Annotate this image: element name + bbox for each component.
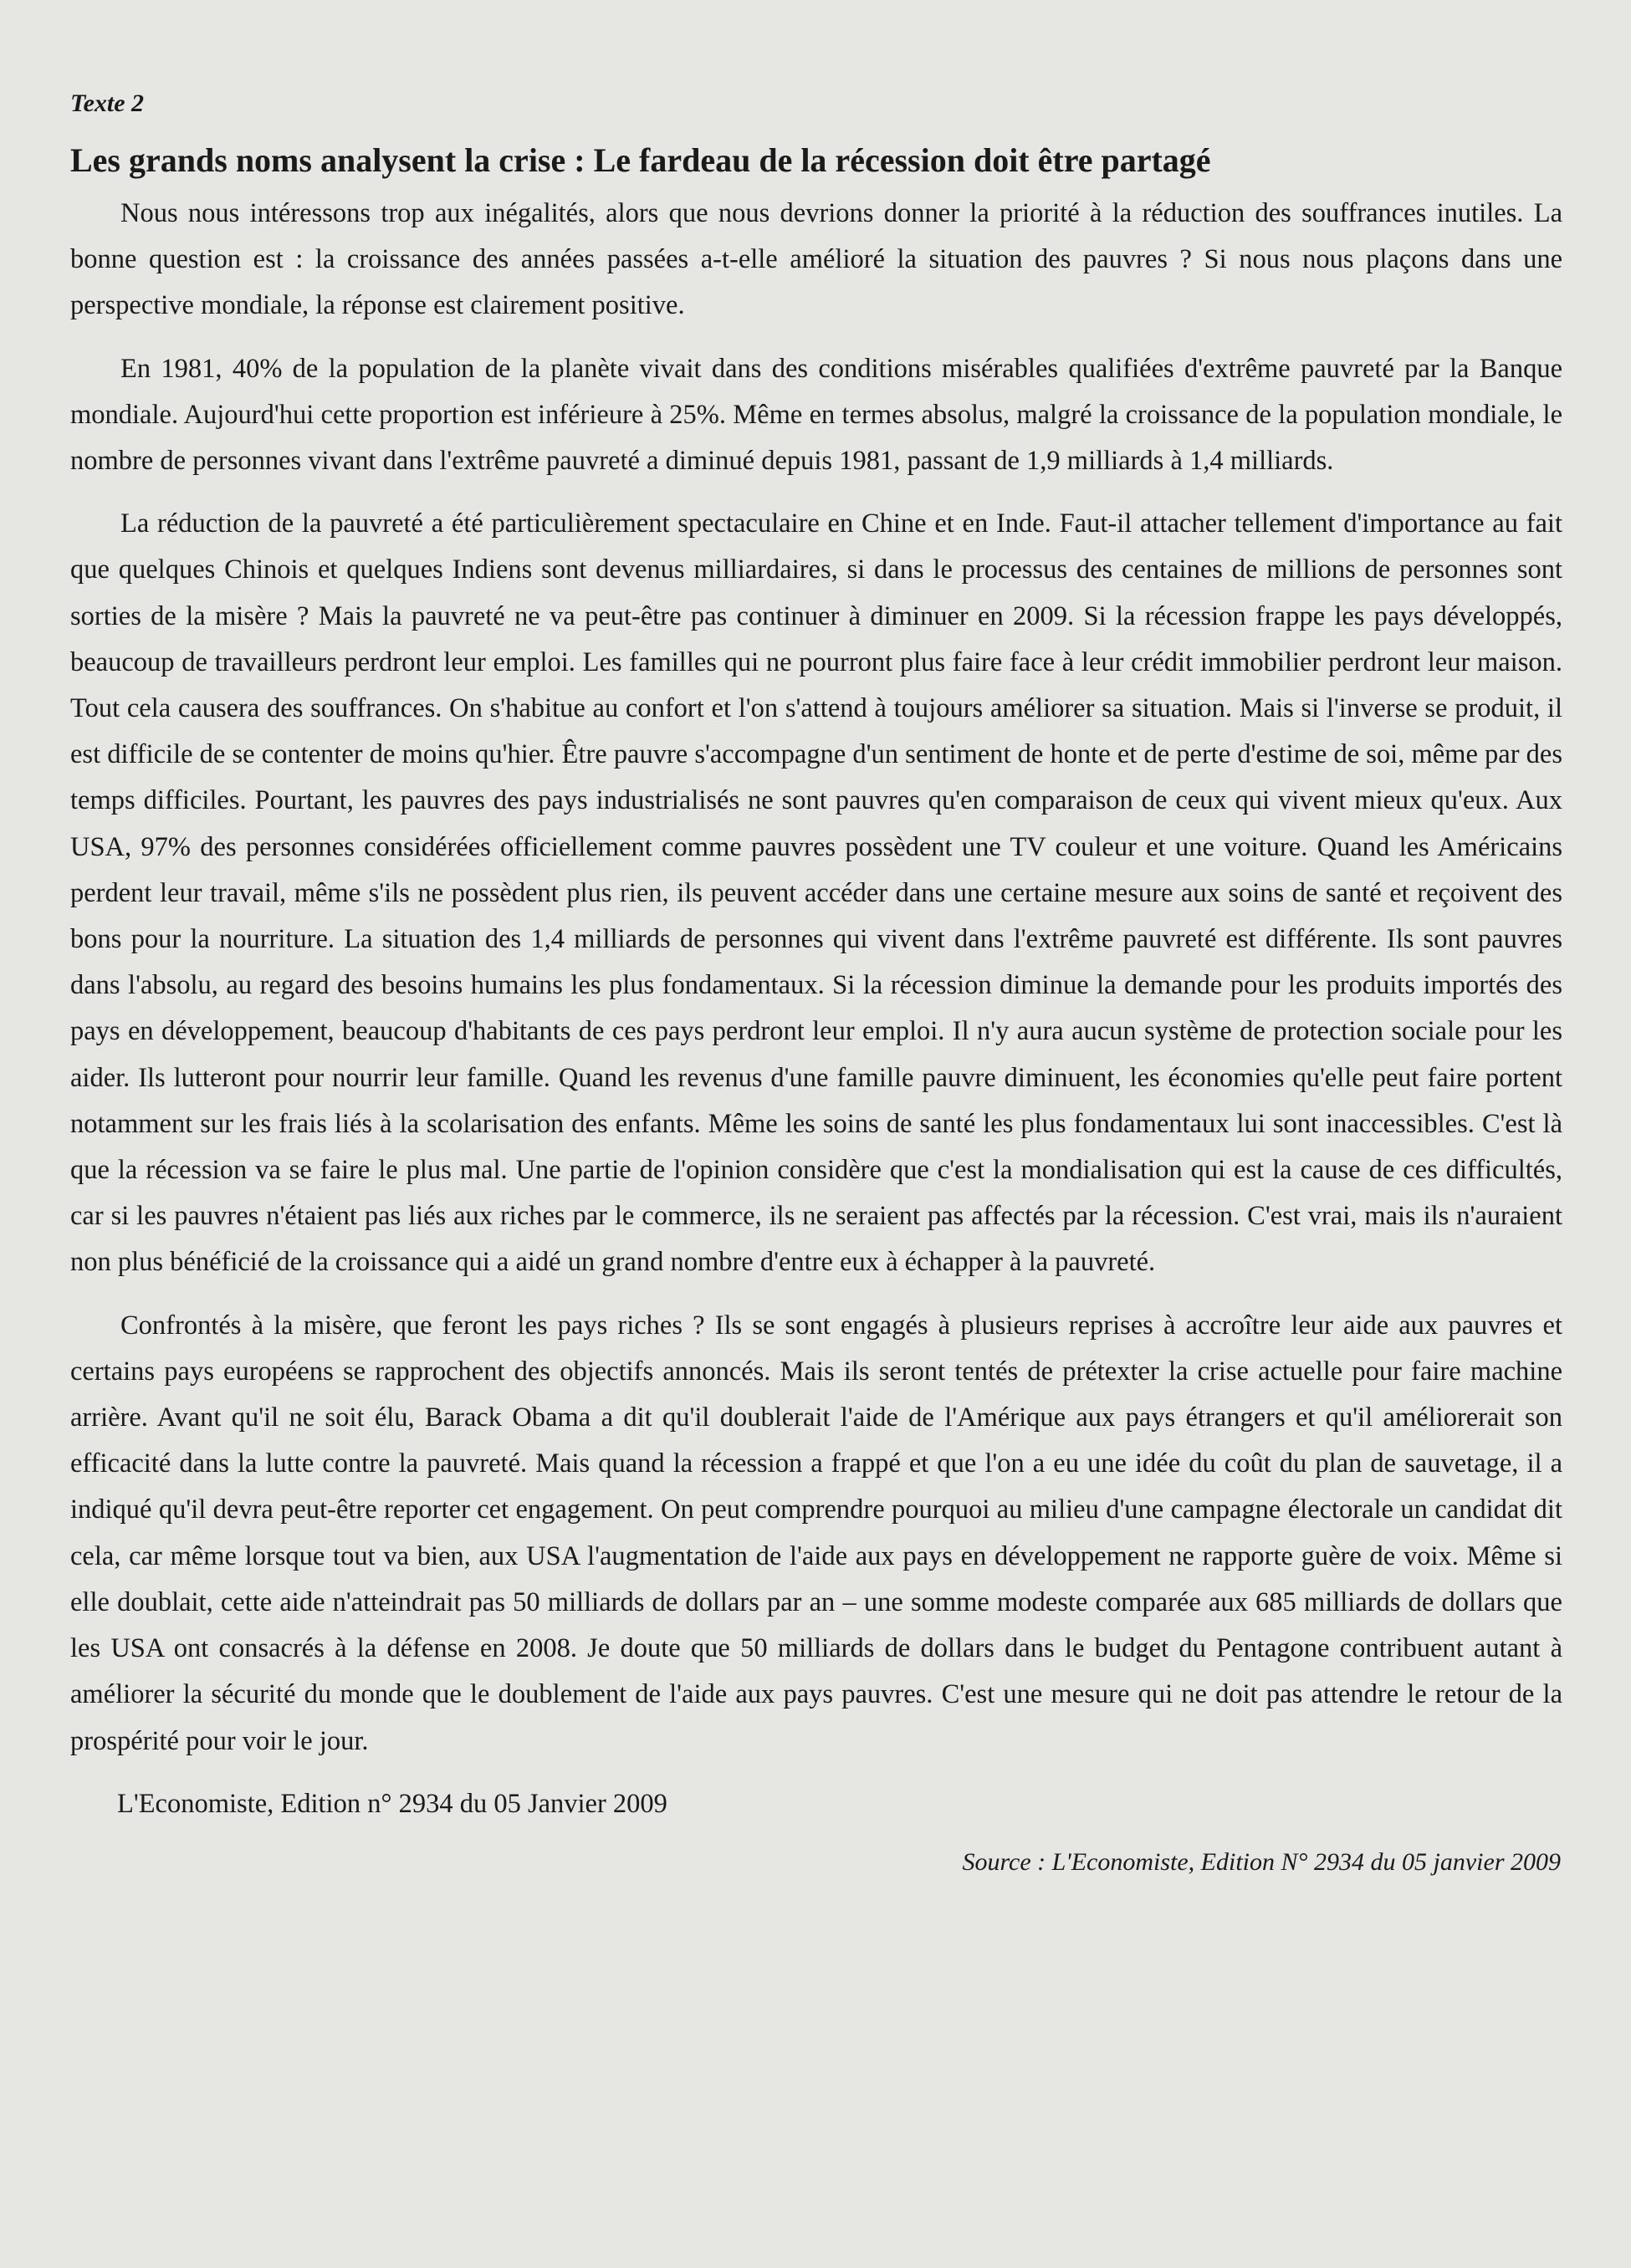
article-signature: L'Economiste, Edition n° 2934 du 05 Janvier 2009	[117, 1788, 667, 1819]
paragraph-4: Confrontés à la misère, que feront les pays riches ? Ils se sont engagés à plusieurs reprises à accroître leur aide aux pauvres et certains pays européens se rapprochent des objectifs annoncés. Mais ils seront tentés de prétexter la crise actuelle pour faire machine arrière. Avant qu'il ne soit élu, Barack Obama a dit qu'il doublerait l'aide de l'Amérique aux pays étrangers et qu'il améliorerait son efficacité dans la lutte contre la pauvreté. Mais quand la récession a frappé et que l'on a eu une idée du coût du plan de sauvetage, il a indiqué qu'il devra peut-être reporter cet engagement. On peut comprendre pourquoi au milieu d'une campagne électorale un candidat dit cela, car même lorsque tout va bien, aux USA l'augmentation de l'aide aux pays en développement ne rapporte guère de voix. Même si elle doublait, cette aide n'atteindrait pas 50 milliards de dollars par an – une somme modeste comparée aux 685 milliards de dollars que les USA ont consacrés à la défense en 2008. Je doute que 50 milliards de dollars dans le budget du Pentagone contribuent autant à améliorer la sécurité du monde que le doublement de l'aide aux pays pauvres. C'est une mesure qui ne doit pas attendre le retour de la prospérité pour voir le jour.	[70, 1310, 1562, 1756]
source-citation: Source : L'Economiste, Edition N° 2934 du 05 janvier 2009	[962, 1847, 1561, 1876]
paragraph-1: Nous nous intéressons trop aux inégalités, alors que nous devrions donner la priorité à la réduction des souffrances inutiles. La bonne question est : la croissance des années passées a-t-elle amélioré la situation des pauvres ? Si nous nous plaçons dans une perspective mondiale, la réponse est clairement positive.	[70, 198, 1562, 321]
article-title: Les grands noms analysent la crise : Le fardeau de la récession doit être partagé	[70, 141, 1211, 179]
paragraph-2: En 1981, 40% de la population de la planète vivait dans des conditions misérables qualifiées d'extrême pauvreté par la Banque mondiale. Aujourd'hui cette proportion est inférieure à 25%. Même en termes absolus, malgré la croissance de la population mondiale, le nombre de personnes vivant dans l'extrême pauvreté a diminué depuis 1981, passant de 1,9 milliards à 1,4 milliards.	[70, 353, 1562, 477]
text-label: Texte 2	[70, 89, 145, 117]
paragraph-3: La réduction de la pauvreté a été particulièrement spectaculaire en Chine et en Inde. Faut-il attacher tellement d'importance au fait que quelques Chinois et quelques Indiens sont devenus milliardaires, si dans le processus des centaines de millions de personnes sont sorties de la misère ? Mais la pauvreté ne va peut-être pas continuer à diminuer en 2009. Si la récession frappe les pays développés, beaucoup de travailleurs perdront leur emploi. Les familles qui ne pourront plus faire face à leur crédit immobilier perdront leur maison. Tout cela causera des souffrances. On s'habitue au confort et l'on s'attend à toujours améliorer sa situation. Mais si l'inverse se produit, il est difficile de se contenter de moins qu'hier. Être pauvre s'accompagne d'un sentiment de honte et de perte d'estime de soi, même par des temps difficiles. Pourtant, les pauvres des pays industrialisés ne sont pauvres qu'en comparaison de ceux qui vivent mieux qu'eux. Aux USA, 97% des personnes considérées officiellement comme pauvres possèdent une TV couleur et une voiture. Quand les Américains perdent leur travail, même s'ils ne possèdent plus rien, ils peuvent accéder dans une certaine mesure aux soins de santé et reçoivent des bons pour la nourriture. La situation des 1,4 milliards de personnes qui vivent dans l'extrême pauvreté est différente. Ils sont pauvres dans l'absolu, au regard des besoins humains les plus fondamentaux. Si la récession diminue la demande pour les produits importés des pays en développement, beaucoup d'habitants de ces pays perdront leur emploi. Il n'y aura aucun système de protection sociale pour les aider. Ils lutteront pour nourrir leur famille. Quand les revenus d'une famille pauvre diminuent, les économies qu'elle peut faire portent notamment sur les frais liés à la scolarisation des enfants. Même les soins de santé les plus fondamentaux lui sont inaccessibles. C'est là que la récession va se faire le plus mal. Une partie de l'opinion considère que c'est la mondialisation qui est la cause de ces difficultés, car si les pauvres n'étaient pas liés aux riches par le commerce, ils ne seraient pas affectés par la récession. C'est vrai, mais ils n'auraient non plus bénéficié de la croissance qui a aidé un grand nombre d'entre eux à échapper à la pauvreté.	[70, 508, 1562, 1278]
